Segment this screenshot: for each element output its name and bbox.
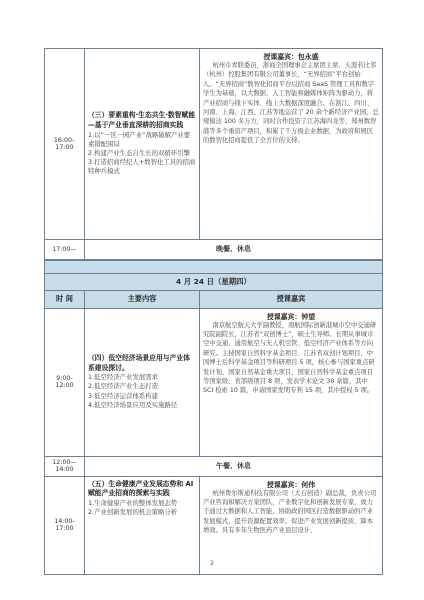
time-cell: 12:00—14:00 bbox=[45, 456, 85, 476]
instructor-cell bbox=[200, 49, 383, 240]
instructor-title: 授课嘉宾：何伟 bbox=[266, 480, 316, 489]
instructor-cell bbox=[200, 308, 383, 456]
time-cell: 17:00— bbox=[45, 240, 85, 260]
content-item: 1.以“一区一园产业”战略破解产业要素错配困局 bbox=[88, 130, 191, 148]
instructor-description: 杭州市青联委员，浙商全国理事会主席团主席，天涯若比邻（杭州）控股集团有限公司董事长，“无界招商”平台创始人。“无界招商”数智化招商平台以招商 SaaS 管理工具和数字学生为基础，以大数据、人工智能和融媒体矩阵为驱动力，将产业招商与线下实体、线上大数据深度融合。在浙江、四川、河南、上海、江西、江苏等地运营了 20 余个新经济产业园，总规模达 100 多万方，同时合作投资了江苏海四龙等，郑州数智港等多个重资产项目，积累了千万级企业数据，为政府和园区的数智化招商提供了全方位的支持。 bbox=[203, 62, 379, 145]
day-label: 4 月 24 日（星期四） bbox=[45, 273, 383, 290]
break-label: 晚餐、休息 bbox=[85, 240, 383, 260]
session-title: （三）要素重构·生态共生·数智赋能—基于产业垂直深耕的招商实践 bbox=[88, 111, 196, 129]
instructor-description: 杭州费尔斯通科技有限公司（大石创造）副总裁，负责公司产业咨询和解决方案团队，产业数字化和创新发展专家，致力于通过大数据和人工智能，协助政府园区打造数据驱动的产业发展模式，提升资源配置效率，促进产业发展创新提质、降本增效。具有多年生物医药产业顶层设计、 bbox=[203, 489, 377, 535]
header-time: 时 间 bbox=[45, 290, 85, 308]
content-item: 3.低空经济运营体系构建 bbox=[88, 391, 159, 400]
lunch-row bbox=[45, 456, 383, 476]
session-row-3 bbox=[45, 49, 383, 240]
session-title: （五）生命健康产业发展态势和 AI 赋能产业招商的探索与实践 bbox=[88, 479, 194, 498]
header-content: 主要内容 bbox=[85, 290, 200, 308]
content-item: 4.低空经济场景应用及实施路径 bbox=[88, 400, 178, 409]
content-item: 2.低空经济产业生态打造 bbox=[88, 382, 159, 391]
content-item: 2.构建产业生态自生长的双循环引擎 bbox=[88, 148, 190, 157]
instructor-title: 授课嘉宾：钟望 bbox=[266, 312, 316, 321]
content-cell bbox=[85, 308, 200, 456]
session-title: （四）低空经济场景应用与产业体系建设探讨。 bbox=[88, 354, 190, 372]
schedule-table bbox=[44, 48, 383, 575]
time-cell: 16:00–17:00 bbox=[45, 49, 85, 240]
session-row-4 bbox=[45, 308, 383, 456]
blank-band bbox=[45, 260, 383, 274]
instructor-description: 南京航空航天大学副教授，南航国际创新港城市空中交通研究院副院长，江苏省“双创博士”，硕士生导师。长期从事城市空中交通、通用航空与无人机空管、低空经济产业体系等方向研究。主持国家自然科学基金项目、江苏省双创计划项目、中国博士后科学基金项目等科研项目 5 项，核心参与国家重点研发计划、国家自然基金重大项目、国家自然科学基金重点项目等国家级、省部级项目 8 项，发表学术论文 30 余篇，其中 SCI 检索 10 篇，申请国家发明专利 15 项，其中授权 5 项。 bbox=[203, 321, 377, 395]
time-cell: 14:00-17:00 bbox=[45, 476, 85, 574]
dinner-row bbox=[45, 240, 383, 260]
page-number: 2 bbox=[210, 560, 214, 567]
break-label: 午餐、休息 bbox=[85, 456, 383, 476]
header-row bbox=[45, 290, 383, 308]
day-row bbox=[45, 273, 383, 290]
time-cell: 9:00-12:00 bbox=[45, 308, 85, 456]
header-instructor: 授课嘉宾 bbox=[200, 290, 383, 308]
instructor-title: 授课嘉宾：包永盛 bbox=[263, 53, 319, 61]
content-item: 1.生命健康产业的整体发展态势 bbox=[88, 498, 178, 507]
content-item: 2.产业创新发展的机会策略分析 bbox=[88, 507, 178, 516]
content-item: 3.打造招商经纪人+数智化工具的招商特种兵模式 bbox=[88, 158, 196, 176]
content-cell bbox=[85, 49, 200, 240]
content-item: 1.低空经济产业发展需求 bbox=[88, 373, 159, 382]
